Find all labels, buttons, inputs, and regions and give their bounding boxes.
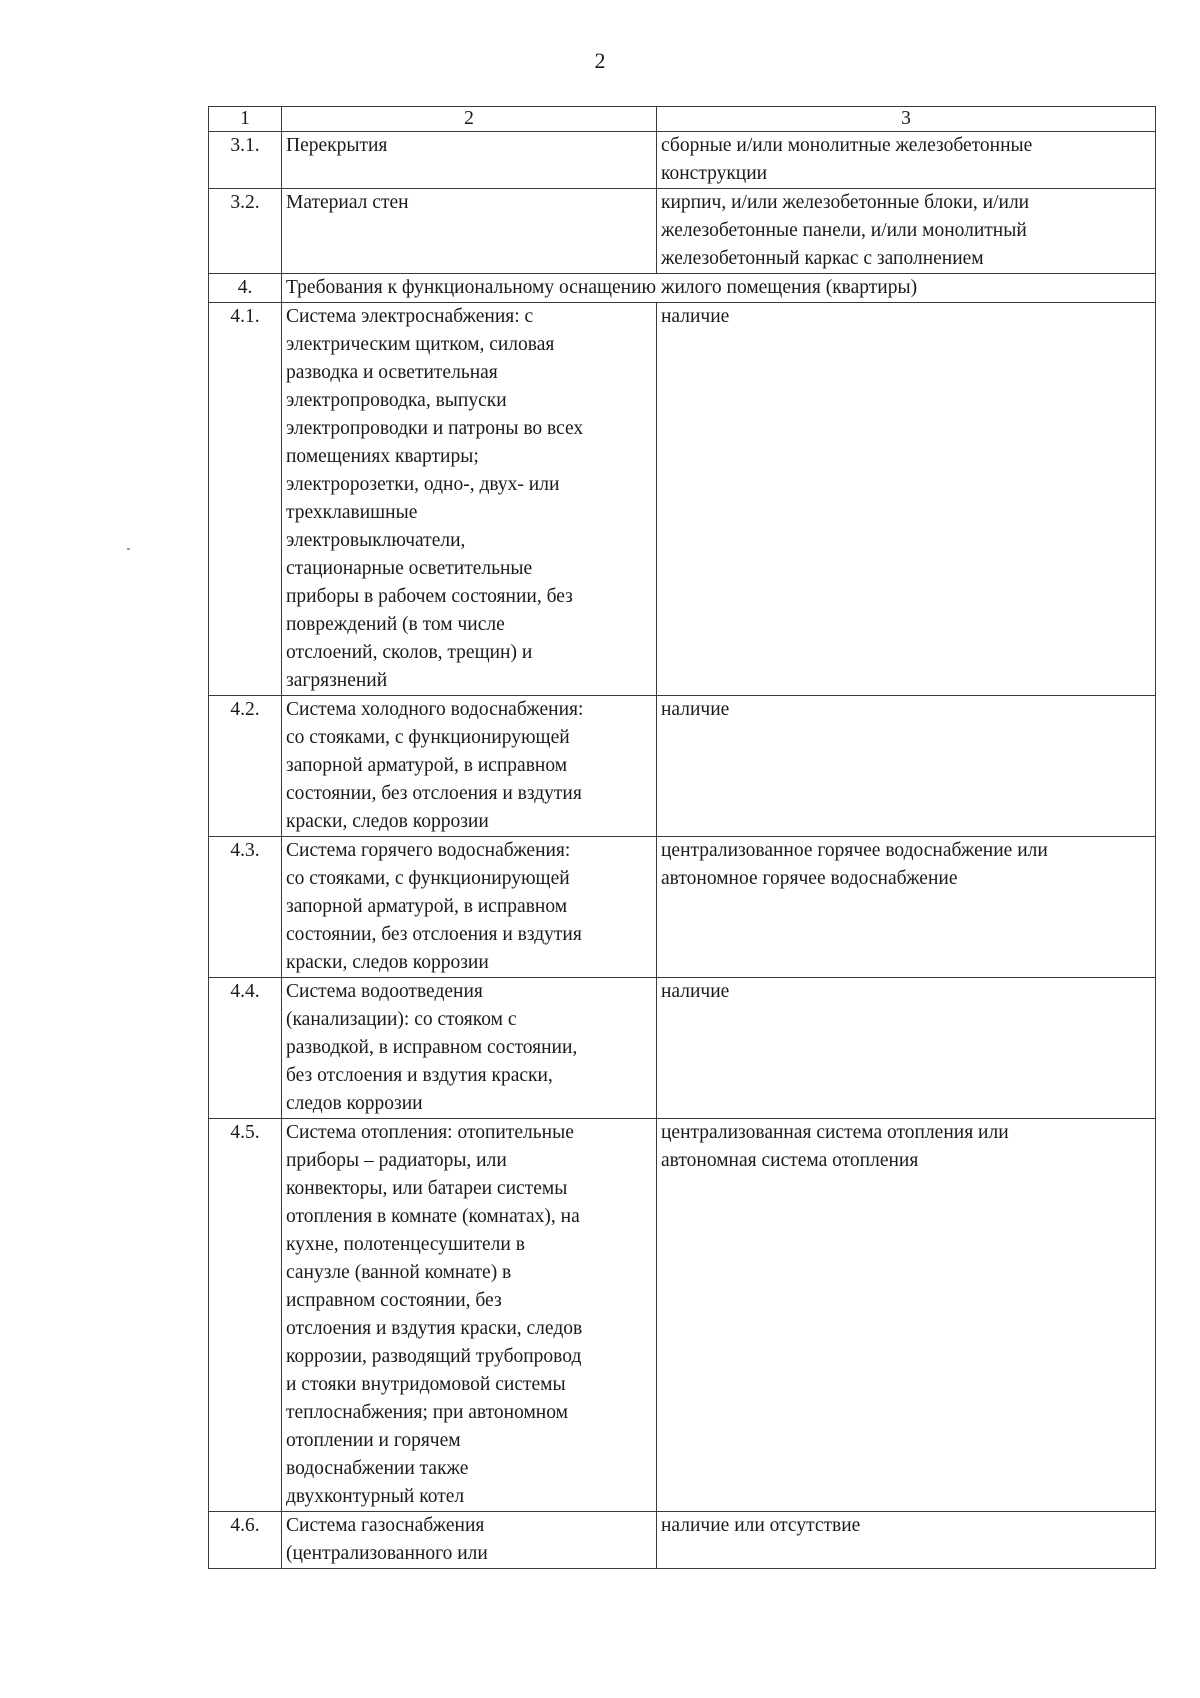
requirement-name-line: приборы в рабочем состоянии, без	[286, 586, 573, 607]
requirement-name-line: электророзетки, одно-, двух- или	[286, 474, 560, 495]
requirement-name-line: отопления в комнате (комнатах), на	[286, 1206, 580, 1227]
requirement-name-line: отслоений, сколов, трещин) и	[286, 642, 533, 663]
requirement-name-line: следов коррозии	[286, 1093, 423, 1114]
requirement-name-line: Система отопления: отопительные	[286, 1122, 574, 1143]
requirement-value-line: автономное горячее водоснабжение	[661, 868, 958, 889]
requirement-name-line: Система электроснабжения: с	[286, 306, 534, 327]
requirement-name-line: двухконтурный котел	[286, 1486, 465, 1507]
requirement-name-line: теплоснабжения; при автономном	[286, 1402, 568, 1423]
requirement-name-line: загрязнений	[286, 670, 388, 691]
requirement-name-line: кухне, полотенцесушители в	[286, 1234, 525, 1255]
section-heading: Требования к функциональному оснащению жилого помещения (квартиры)	[282, 274, 1156, 303]
requirement-name-line: разводкой, в исправном состоянии,	[286, 1037, 578, 1058]
requirement-value-line: кирпич, и/или железобетонные блоки, и/или	[661, 192, 1030, 213]
requirement-value-line: железобетонный каркас с заполнением	[661, 248, 984, 269]
table-row	[209, 696, 1156, 837]
requirement-value	[657, 303, 1156, 696]
requirement-value	[657, 837, 1156, 978]
requirement-name-line: электровыключатели,	[286, 530, 466, 551]
requirement-name	[282, 303, 657, 696]
scan-speck	[127, 548, 130, 550]
requirement-value	[657, 189, 1156, 274]
requirement-value-line: наличие	[661, 699, 730, 720]
requirement-name	[282, 1119, 657, 1512]
table-row	[209, 132, 1156, 189]
requirement-name-line: исправном состоянии, без	[286, 1290, 502, 1311]
row-number: 3.2.	[209, 189, 282, 274]
table-row	[209, 189, 1156, 274]
requirement-name-line: приборы – радиаторы, или	[286, 1150, 507, 1171]
requirement-value-line: конструкции	[661, 163, 768, 184]
row-number: 4.1.	[209, 303, 282, 696]
requirement-value-line: сборные и/или монолитные железобетонные	[661, 135, 1033, 156]
requirement-name	[282, 837, 657, 978]
header-col-2: 2	[282, 107, 657, 132]
requirement-name-line: водоснабжении также	[286, 1458, 469, 1479]
requirement-value-line: железобетонные панели, и/или монолитный	[661, 220, 1027, 241]
requirement-name-line: разводка и осветительная	[286, 362, 498, 383]
row-number: 4.4.	[209, 978, 282, 1119]
requirement-name-line: отслоения и вздутия краски, следов	[286, 1318, 583, 1339]
requirement-name-line: Материал стен	[286, 192, 409, 213]
row-number: 4.6.	[209, 1512, 282, 1569]
requirement-name-line: краски, следов коррозии	[286, 811, 489, 832]
table-row	[209, 274, 1156, 303]
requirement-value	[657, 978, 1156, 1119]
table-row	[209, 1512, 1156, 1569]
table-row	[209, 837, 1156, 978]
requirement-value	[657, 1119, 1156, 1512]
table-header-row	[209, 107, 1156, 132]
requirement-name-line: Система холодного водоснабжения:	[286, 699, 584, 720]
requirement-value	[657, 1512, 1156, 1569]
requirement-name-line: без отслоения и вздутия краски,	[286, 1065, 553, 1086]
table-row	[209, 978, 1156, 1119]
row-number: 4.2.	[209, 696, 282, 837]
requirements-table	[208, 106, 1156, 1569]
requirement-value	[657, 132, 1156, 189]
row-number: 4.	[209, 274, 282, 303]
requirement-name-line: электропроводка, выпуски	[286, 390, 507, 411]
requirement-name	[282, 696, 657, 837]
row-number: 3.1.	[209, 132, 282, 189]
requirement-name-line: санузле (ванной комнате) в	[286, 1262, 512, 1283]
requirement-name-line: (канализации): со стояком с	[286, 1009, 517, 1030]
requirement-name-line: конвекторы, или батареи системы	[286, 1178, 568, 1199]
requirement-name-line: со стояками, с функционирующей	[286, 727, 570, 748]
requirement-name-line: электрическим щитком, силовая	[286, 334, 555, 355]
requirement-name-line: (централизованного или	[286, 1543, 488, 1564]
requirement-name-line: и стояки внутридомовой системы	[286, 1374, 566, 1395]
requirement-value-line: централизованная система отопления или	[661, 1122, 1009, 1143]
requirement-value	[657, 696, 1156, 837]
requirement-name	[282, 189, 657, 274]
requirement-name-line: помещениях квартиры;	[286, 446, 479, 467]
page-number: 2	[594, 48, 606, 73]
row-number: 4.5.	[209, 1119, 282, 1512]
requirement-name-line: состоянии, без отслоения и вздутия	[286, 783, 582, 804]
requirement-name-line: краски, следов коррозии	[286, 952, 489, 973]
requirement-name-line: коррозии, разводящий трубопровод	[286, 1346, 582, 1367]
requirement-name-line: запорной арматурой, в исправном	[286, 755, 568, 776]
header-col-1: 1	[209, 107, 282, 132]
requirement-name-line: со стояками, с функционирующей	[286, 868, 570, 889]
requirement-name	[282, 132, 657, 189]
requirement-value-line: наличие	[661, 981, 730, 1002]
requirement-name-line: Перекрытия	[286, 135, 388, 156]
requirement-name-line: отоплении и горячем	[286, 1430, 461, 1451]
requirement-value-line: автономная система отопления	[661, 1150, 919, 1171]
requirement-value-line: наличие или отсутствие	[661, 1515, 861, 1536]
table-row	[209, 1119, 1156, 1512]
requirement-value-line: наличие	[661, 306, 730, 327]
requirement-name	[282, 1512, 657, 1569]
requirement-name-line: электропроводки и патроны во всех	[286, 418, 584, 439]
requirement-name-line: трехклавишные	[286, 502, 418, 523]
requirement-value-line: централизованное горячее водоснабжение или	[661, 840, 1048, 861]
requirement-name-line: Система газоснабжения	[286, 1515, 485, 1536]
requirement-name-line: повреждений (в том числе	[286, 614, 505, 635]
table-row	[209, 303, 1156, 696]
requirement-name-line: Система горячего водоснабжения:	[286, 840, 571, 861]
requirement-name-line: Система водоотведения	[286, 981, 483, 1002]
requirement-name-line: стационарные осветительные	[286, 558, 533, 579]
header-col-3: 3	[657, 107, 1156, 132]
requirement-name	[282, 978, 657, 1119]
requirement-name-line: состоянии, без отслоения и вздутия	[286, 924, 582, 945]
requirement-name-line: запорной арматурой, в исправном	[286, 896, 568, 917]
row-number: 4.3.	[209, 837, 282, 978]
